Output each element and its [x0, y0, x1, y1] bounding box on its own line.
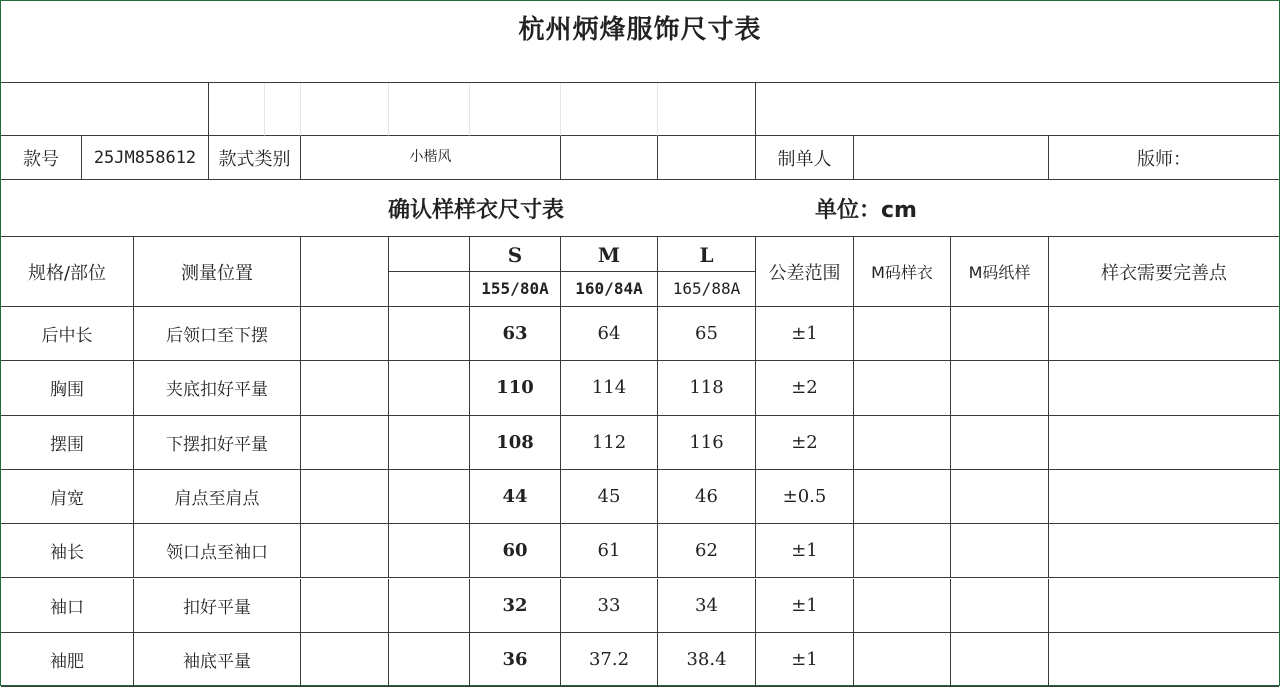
- m-pattern-value[interactable]: [951, 470, 1049, 524]
- table-row: [1, 361, 1279, 415]
- style-no-value[interactable]: 25JM858612: [82, 136, 209, 180]
- tolerance-value[interactable]: ±0.5: [756, 470, 854, 524]
- table-row: [1, 470, 1279, 524]
- blank-cell[interactable]: [301, 579, 389, 633]
- header-m-pattern: M码纸样: [951, 237, 1049, 307]
- header-spec: 规格/部位: [1, 237, 134, 307]
- style-no-label: 款号: [1, 136, 82, 180]
- m-sample-value[interactable]: [854, 470, 951, 524]
- subtitle-row: [1, 180, 1279, 237]
- size-s-value[interactable]: 110: [470, 361, 561, 415]
- blank-cell[interactable]: [470, 83, 561, 136]
- header-size-l: [658, 237, 756, 307]
- blank-cell[interactable]: [301, 470, 389, 524]
- size-m-value[interactable]: 64: [561, 307, 658, 361]
- header-row: [1, 237, 1279, 307]
- size-l-value[interactable]: 65: [658, 307, 756, 361]
- m-pattern-value[interactable]: [951, 524, 1049, 578]
- position-cell: 袖底平量: [134, 633, 301, 687]
- header-size-m: [561, 237, 658, 307]
- m-sample-value[interactable]: [854, 579, 951, 633]
- info-blank-cell[interactable]: [658, 136, 756, 180]
- size-s-value[interactable]: 44: [470, 470, 561, 524]
- size-s-value[interactable]: 32: [470, 579, 561, 633]
- blank-cell[interactable]: [301, 524, 389, 578]
- part-cell: 摆围: [1, 416, 134, 470]
- position-cell: 肩点至肩点: [134, 470, 301, 524]
- size-label: S: [507, 242, 523, 267]
- size-l-value[interactable]: 46: [658, 470, 756, 524]
- blank-cell[interactable]: [756, 83, 1279, 136]
- improvement-note[interactable]: [1049, 361, 1279, 415]
- header-blank-cell: [389, 237, 470, 307]
- fit-label: 160/84A: [575, 279, 643, 298]
- table-row: [1, 633, 1279, 687]
- size-m-value[interactable]: 114: [561, 361, 658, 415]
- position-cell: 扣好平量: [134, 579, 301, 633]
- table-row: [1, 416, 1279, 470]
- blank-cell[interactable]: [301, 361, 389, 415]
- sheet-title: 杭州炳烽服饰尺寸表: [1, 1, 1279, 83]
- m-sample-value[interactable]: [854, 361, 951, 415]
- tolerance-value[interactable]: ±1: [756, 524, 854, 578]
- position-cell: 夹底扣好平量: [134, 361, 301, 415]
- size-s-value[interactable]: 60: [470, 524, 561, 578]
- unit-label: 单位：cm: [815, 198, 917, 223]
- fit-label: 165/88A: [672, 279, 741, 298]
- part-cell: 袖口: [1, 579, 134, 633]
- size-m-value[interactable]: 45: [561, 470, 658, 524]
- position-cell: 后领口至下摆: [134, 307, 301, 361]
- category-label: 款式类别: [209, 136, 301, 180]
- pattern-maker-label: 版师：: [1049, 136, 1279, 180]
- size-label: L: [699, 242, 714, 267]
- fit-label: 155/80A: [481, 279, 549, 298]
- blank-cell[interactable]: [389, 470, 470, 524]
- blank-cell[interactable]: [209, 83, 265, 136]
- size-l-value[interactable]: 38.4: [658, 633, 756, 687]
- table-row: [1, 307, 1279, 361]
- m-sample-value[interactable]: [854, 307, 951, 361]
- blank-cell[interactable]: [389, 307, 470, 361]
- size-s-value[interactable]: 108: [470, 416, 561, 470]
- size-s-value[interactable]: 63: [470, 307, 561, 361]
- improvement-note[interactable]: [1049, 524, 1279, 578]
- tolerance-value[interactable]: ±2: [756, 361, 854, 415]
- part-cell: 肩宽: [1, 470, 134, 524]
- m-pattern-value[interactable]: [951, 579, 1049, 633]
- header-m-sample: M码样衣: [854, 237, 951, 307]
- tolerance-value[interactable]: ±1: [756, 307, 854, 361]
- size-l-value[interactable]: 34: [658, 579, 756, 633]
- m-pattern-value[interactable]: [951, 307, 1049, 361]
- blank-row: [1, 83, 1279, 136]
- blank-cell[interactable]: [389, 361, 470, 415]
- improvement-note[interactable]: [1049, 307, 1279, 361]
- blank-cell[interactable]: [301, 83, 389, 136]
- header-position: 测量位置: [134, 237, 301, 307]
- m-pattern-value[interactable]: [951, 361, 1049, 415]
- size-l-value[interactable]: 62: [658, 524, 756, 578]
- part-cell: 胸围: [1, 361, 134, 415]
- blank-cell[interactable]: [389, 633, 470, 687]
- improvement-note[interactable]: [1049, 579, 1279, 633]
- position-cell: 下摆扣好平量: [134, 416, 301, 470]
- improvement-note[interactable]: [1049, 416, 1279, 470]
- improvement-note[interactable]: [1049, 470, 1279, 524]
- part-cell: 袖长: [1, 524, 134, 578]
- blank-cell[interactable]: [389, 83, 470, 136]
- blank-cell[interactable]: [389, 524, 470, 578]
- blank-cell[interactable]: [301, 416, 389, 470]
- size-l-value[interactable]: 118: [658, 361, 756, 415]
- header-tolerance: 公差范围: [756, 237, 854, 307]
- m-pattern-value[interactable]: [951, 633, 1049, 687]
- table-row: [1, 579, 1279, 633]
- tolerance-value[interactable]: ±2: [756, 416, 854, 470]
- improvement-note[interactable]: [1049, 633, 1279, 687]
- part-cell: 袖肥: [1, 633, 134, 687]
- maker-label: 制单人: [756, 136, 854, 180]
- part-cell: 后中长: [1, 307, 134, 361]
- blank-cell[interactable]: [561, 83, 658, 136]
- blank-cell[interactable]: [265, 83, 301, 136]
- size-m-value[interactable]: 61: [561, 524, 658, 578]
- m-sample-value[interactable]: [854, 416, 951, 470]
- size-m-value[interactable]: 37.2: [561, 633, 658, 687]
- sample-size-subtitle: 确认样样衣尺寸表: [387, 198, 564, 223]
- size-l-value[interactable]: 116: [658, 416, 756, 470]
- maker-value[interactable]: [854, 136, 1049, 180]
- blank-cell[interactable]: [301, 633, 389, 687]
- m-pattern-value[interactable]: [951, 416, 1049, 470]
- header-size-s: [470, 237, 561, 307]
- header-blank-cell: [301, 237, 389, 307]
- position-cell: 领口点至袖口: [134, 524, 301, 578]
- blank-cell[interactable]: [1, 83, 209, 136]
- size-s-value[interactable]: 36: [470, 633, 561, 687]
- category-value[interactable]: 小楷风: [301, 136, 561, 180]
- size-label: M: [597, 242, 621, 267]
- size-m-value[interactable]: 33: [561, 579, 658, 633]
- info-blank-cell[interactable]: [561, 136, 658, 180]
- info-row: [1, 136, 1279, 180]
- header-improvement: 样衣需要完善点: [1049, 237, 1279, 307]
- table-row: [1, 524, 1279, 578]
- m-sample-value[interactable]: [854, 633, 951, 687]
- title-row: [1, 1, 1279, 83]
- tolerance-value[interactable]: ±1: [756, 579, 854, 633]
- blank-cell[interactable]: [389, 416, 470, 470]
- m-sample-value[interactable]: [854, 524, 951, 578]
- blank-cell[interactable]: [389, 579, 470, 633]
- blank-cell[interactable]: [301, 307, 389, 361]
- tolerance-value[interactable]: ±1: [756, 633, 854, 687]
- size-m-value[interactable]: 112: [561, 416, 658, 470]
- blank-cell[interactable]: [658, 83, 756, 136]
